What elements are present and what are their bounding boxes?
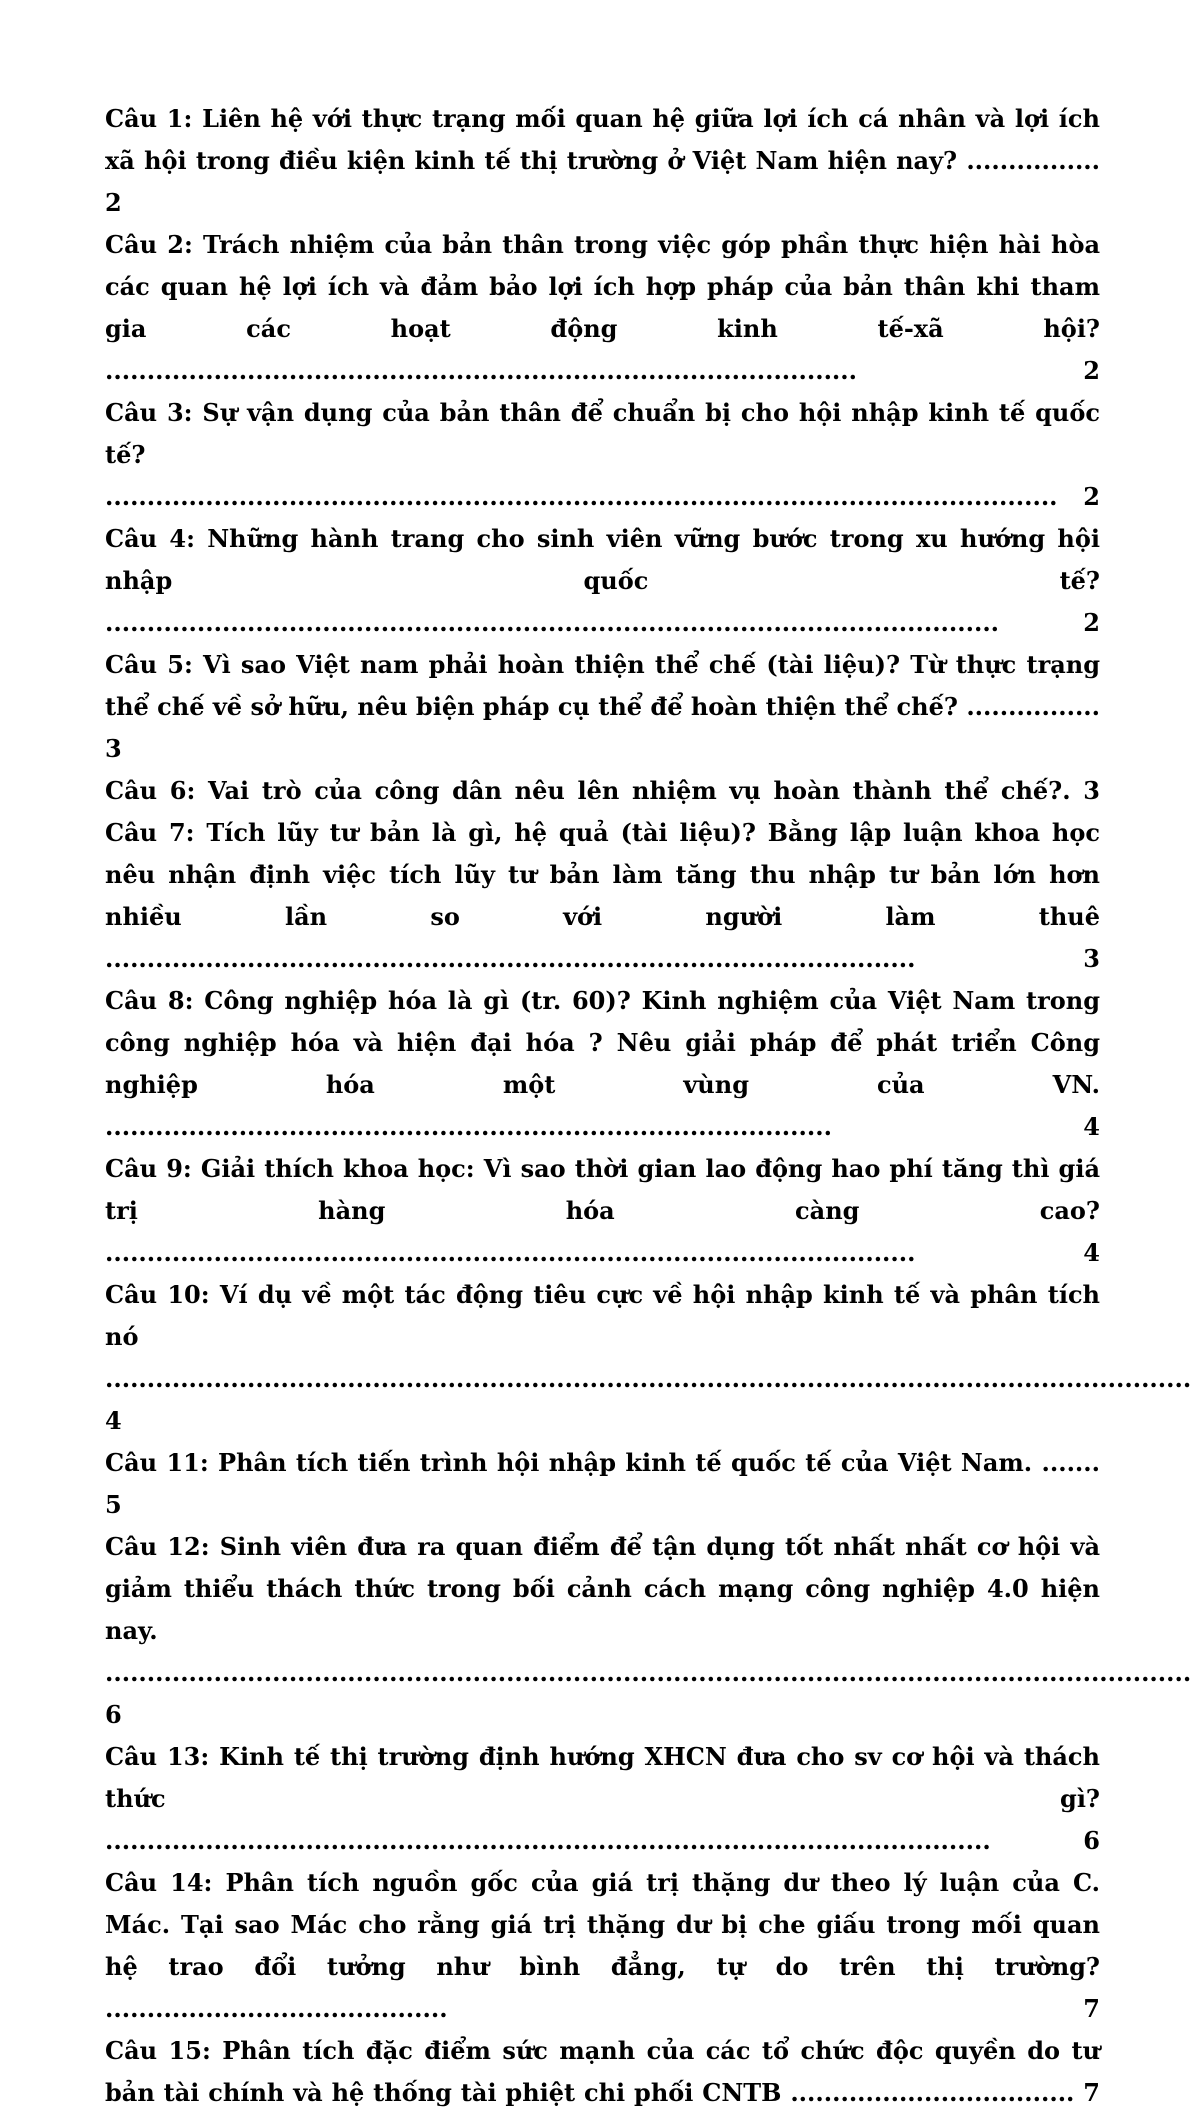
toc-entry-text: Câu 5: Vì sao Việt nam phải hoàn thiện thể chế (tài liệu)? Từ thực trạng thể chế về sở hữu, nêu biện pháp cụ thể để hoàn thiện thể chế? [105,650,1100,721]
toc-entry-14[interactable] [105,1862,1100,2030]
toc-entry-text: Câu 14: Phân tích nguồn gốc của giá trị thặng dư theo lý luận của C. Mác. Tại sao Mác cho rằng giá trị thặng dư bị che giấu trong mối quan hệ trao đổi tưởng như bình đẳng, tự do trên thị trường? [105,1868,1100,1981]
toc-entry-4[interactable] [105,518,1100,644]
toc-entry-text: Câu 9: Giải thích khoa học: Vì sao thời gian lao động hao phí tăng thì giá trị hàng hóa càng cao? [105,1154,1100,1225]
toc-entry-7[interactable] [105,812,1100,980]
toc-entry-text: Câu 6: Vai trò của công dân nêu lên nhiệm vụ hoàn thành thể chế?. [105,776,1071,805]
toc-page-number: 4 [1083,1112,1100,1141]
toc-page-number: 4 [105,1406,122,1435]
toc-entry-text: Câu 7: Tích lũy tư bản là gì, hệ quả (tài liệu)? Bằng lập luận khoa học nêu nhận định việc tích lũy tư bản làm tăng thu nhập tư bản lớn hơn nhiều lần so với người làm thuê [105,818,1100,931]
toc-entry-13[interactable] [105,1736,1100,1862]
toc-entry-15[interactable] [105,2030,1100,2114]
toc-entry-2[interactable] [105,224,1100,392]
toc-page-number: 4 [1083,1238,1100,1267]
toc-entry-text: Câu 2: Trách nhiệm của bản thân trong việc góp phần thực hiện hài hòa các quan hệ lợi ích và đảm bảo lợi ích hợp pháp của bản thân khi tham gia các hoạt động kinh tế-xã hội? [105,230,1100,343]
toc-leader-dots: .......................................................................................................... [105,1826,991,1855]
table-of-contents [105,98,1192,2114]
toc-entry-text: Câu 4: Những hành trang cho sinh viên vững bước trong xu hướng hội nhập quốc tế? [105,524,1100,595]
toc-page-number: 2 [1083,608,1100,637]
toc-entry-1[interactable] [105,98,1100,224]
toc-entry-10[interactable] [105,1274,1192,1442]
toc-entry-text: Câu 12: Sinh viên đưa ra quan điểm để tận dụng tốt nhất nhất cơ hội và giảm thiểu thách thức trong bối cảnh cách mạng công nghiệp 4.0 hiện nay. [105,1532,1100,1645]
toc-leader-dots: ......................................... [105,1994,448,2023]
toc-entry-9[interactable] [105,1148,1100,1274]
toc-leader-dots: ....... [1041,1448,1100,1477]
toc-entry-8[interactable] [105,980,1100,1148]
toc-page-number: 3 [1083,776,1100,805]
toc-leader-dots: ....................................................................................... [105,1112,832,1141]
toc-entry-text: Câu 1: Liên hệ với thực trạng mối quan hệ giữa lợi ích cá nhân và lợi ích xã hội trong điều kiện kinh tế thị trường ở Việt Nam hiện nay? [105,104,1100,175]
toc-page-number: 3 [1083,944,1100,973]
toc-page-number: 7 [1083,2078,1100,2107]
toc-leader-dots: ................ [966,692,1101,721]
toc-page-number: 5 [105,1490,122,1519]
toc-entry-text: Câu 8: Công nghiệp hóa là gì (tr. 60)? Kinh nghiệm của Việt Nam trong công nghiệp hóa và hiện đại hóa ? Nêu giải pháp để phát triển Công nghiệp hóa một vùng của VN. [105,986,1100,1099]
toc-entry-12[interactable] [105,1526,1192,1736]
toc-entry-text: Câu 10: Ví dụ về một tác động tiêu cực về hội nhập kinh tế và phân tích nó [105,1280,1100,1351]
toc-entry-text: Câu 11: Phân tích tiến trình hội nhập kinh tế quốc tế của Việt Nam. [105,1448,1033,1477]
toc-leader-dots: .................................................................................................................................. [105,1364,1192,1393]
toc-page-number: 6 [1083,1826,1100,1855]
toc-page-number: 2 [105,188,122,217]
toc-leader-dots: ................ [966,146,1101,175]
toc-leader-dots: ................................................................................................. [105,1238,916,1267]
toc-entry-text: Câu 3: Sự vận dụng của bản thân để chuẩn bị cho hội nhập kinh tế quốc tế? [105,398,1100,469]
toc-page-number: 3 [105,734,122,763]
toc-leader-dots: .......................................................................................... [105,356,857,385]
toc-leader-dots: ................................................................................................. [105,944,916,973]
toc-entry-11[interactable] [105,1442,1100,1526]
toc-page-number: 2 [1083,482,1100,511]
toc-page-number: 2 [1083,356,1100,385]
toc-leader-dots: .................................................................................................................. [105,482,1058,511]
toc-entry-text: Câu 15: Phân tích đặc điểm sức mạnh của các tổ chức độc quyền do tư bản tài chính và hệ thống tài phiệt chi phối CNTB [105,2036,1100,2107]
toc-entry-5[interactable] [105,644,1100,770]
toc-leader-dots: .................................. [790,2078,1075,2107]
toc-page-number: 6 [105,1700,122,1729]
toc-leader-dots: .................................................................................................................................. [105,1658,1192,1687]
toc-page-number: 7 [1083,1994,1100,2023]
toc-entry-6[interactable] [105,770,1100,812]
toc-entry-3[interactable] [105,392,1100,518]
toc-entry-text: Câu 13: Kinh tế thị trường định hướng XHCN đưa cho sv cơ hội và thách thức gì? [105,1742,1100,1813]
toc-leader-dots: ........................................................................................................... [105,608,1000,637]
